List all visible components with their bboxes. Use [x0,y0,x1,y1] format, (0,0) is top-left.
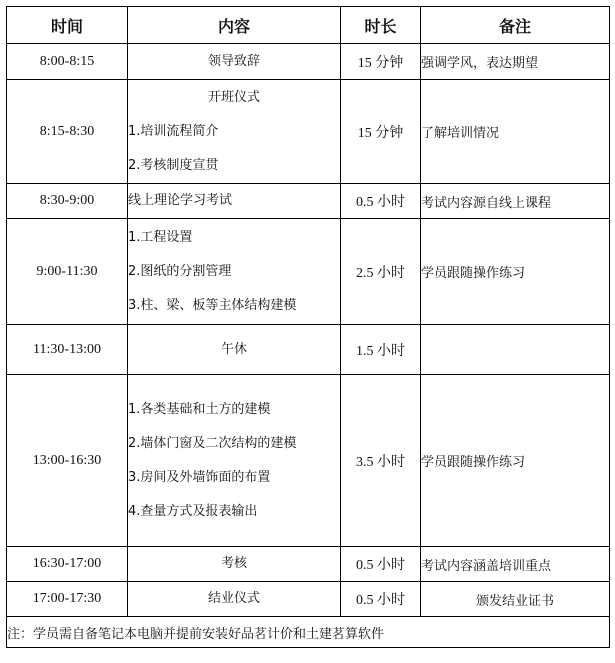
duration-cell: 0.5 小时 [341,547,421,582]
content-cell [128,582,341,617]
content-cell [128,219,341,325]
content-cell [128,80,341,184]
content-line: 2.墙体门窗及二次结构的建模 [128,435,297,451]
duration-cell: 2.5 小时 [341,219,421,325]
time-cell: 17:00-17:30 [7,582,128,617]
table-row [7,184,610,219]
content-line: 线上理论学习考试 [128,193,233,208]
footnote-text: 注：学员需自备笔记本电脑并提前安装好品茗计价和土建茗算软件 [7,617,610,648]
time-cell: 8:15-8:30 [7,80,128,184]
table-row [7,44,610,80]
duration-cell: 1.5 小时 [341,325,421,375]
time-cell: 11:30-13:00 [7,325,128,375]
duration-cell: 0.5 小时 [341,582,421,617]
time-cell: 8:30-9:00 [7,184,128,219]
content-cell [128,44,341,80]
table-row [7,375,610,547]
duration-cell: 0.5 小时 [341,184,421,219]
content-line: 考核 [220,556,247,571]
content-line: 4.查量方式及报表输出 [128,503,258,519]
duration-cell: 15 分钟 [341,44,421,80]
notes-cell: 学员跟随操作练习 [421,219,610,325]
content-line: 午休 [220,341,247,357]
content-line: 1.工程设置 [128,229,193,245]
header-content: 内容 [128,7,341,44]
table-row [7,582,610,617]
content-cell [128,184,341,219]
content-line: 领导致辞 [207,53,260,69]
content-line: 结业仪式 [207,591,260,606]
duration-cell: 15 分钟 [341,80,421,184]
notes-cell: 了解培训情况 [421,80,610,184]
header-row [7,7,610,44]
content-line: 1.培训流程简介 [128,123,219,139]
header-duration: 时长 [341,7,421,44]
time-cell: 16:30-17:00 [7,547,128,582]
table-row [7,80,610,184]
content-line: 开班仪式 [207,89,260,105]
notes-cell: 颁发结业证书 [421,582,610,617]
table-row [7,219,610,325]
header-notes: 备注 [421,7,610,44]
notes-cell: 强调学风，表达期望 [421,44,610,80]
schedule-table [6,6,610,648]
table-row [7,325,610,375]
footnote-row [7,617,610,648]
content-cell [128,375,341,547]
notes-cell [421,325,610,375]
notes-cell: 考试内容涵盖培训重点 [421,547,610,582]
duration-cell: 3.5 小时 [341,375,421,547]
content-cell [128,325,341,375]
time-cell: 8:00-8:15 [7,44,128,80]
header-time: 时间 [7,7,128,44]
notes-cell: 学员跟随操作练习 [421,375,610,547]
content-line: 1.各类基础和土方的建模 [128,401,271,417]
content-line: 3.柱、梁、板等主体结构建模 [128,297,297,313]
content-line: 3.房间及外墙饰面的布置 [128,469,271,485]
time-cell: 9:00-11:30 [7,219,128,325]
time-cell: 13:00-16:30 [7,375,128,547]
table-row [7,547,610,582]
content-line: 2.图纸的分割管理 [128,263,232,279]
content-line: 2.考核制度宣贯 [128,157,219,173]
notes-cell: 考试内容源自线上课程 [421,184,610,219]
content-cell [128,547,341,582]
